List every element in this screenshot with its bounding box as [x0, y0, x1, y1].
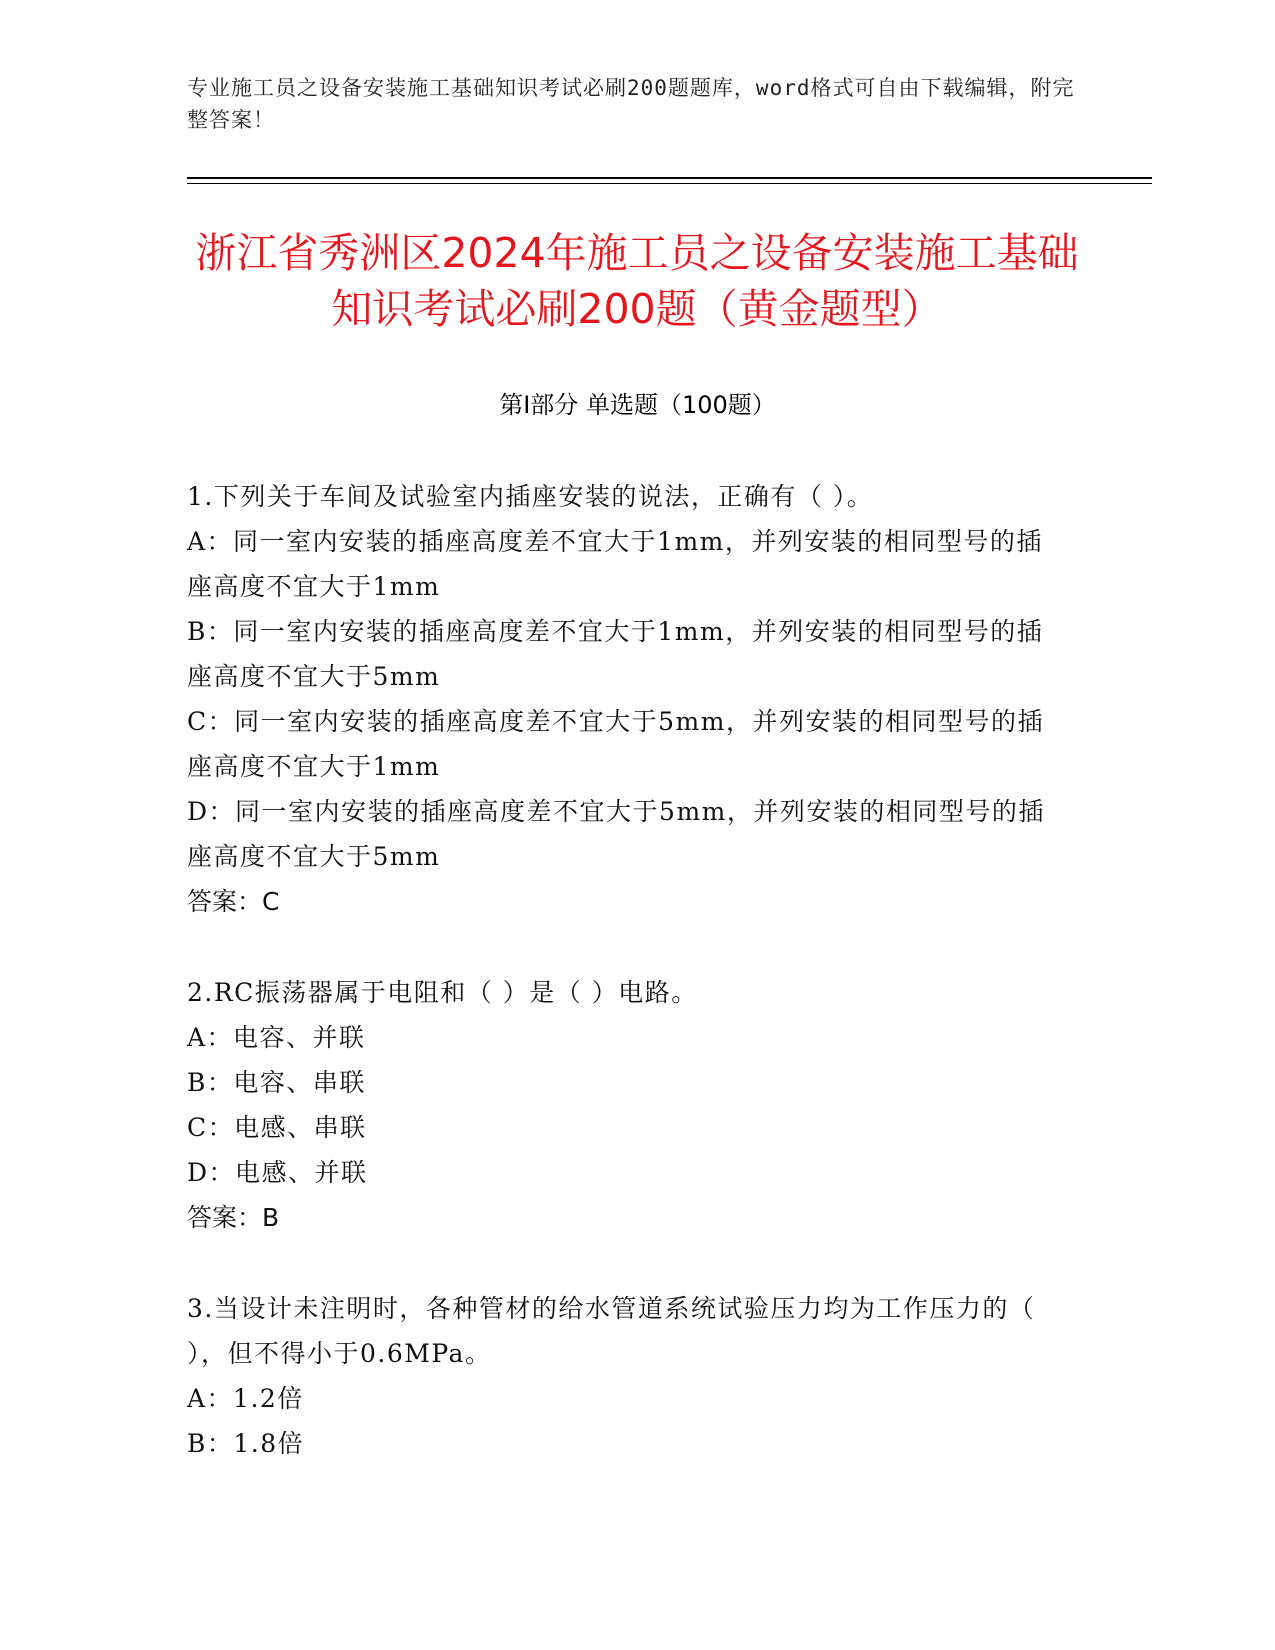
answer: 答案：C	[187, 887, 280, 916]
document-title: 浙江省秀洲区2024年施工员之设备安装施工基础知识考试必刷200题（黄金题型）	[195, 229, 1079, 333]
section-title: 第Ⅰ部分 单选题（100题）	[499, 391, 776, 419]
question-stem: 3.当设计未注明时，各种管材的给水管道系统试验压力均为工作压力的（ ），但不得小于0.6MPa。	[187, 1294, 1036, 1368]
header-rule-thick	[187, 177, 1152, 179]
question-stem: 1.下列关于车间及试验室内插座安装的说法，正确有（ ）。	[187, 482, 874, 511]
option-d: D：电感、并联	[187, 1158, 368, 1187]
option-d: D：同一室内安装的插座高度差不宜大于5mm，并列安装的相同型号的插座高度不宜大于5mm	[187, 797, 1045, 871]
option-a: A：1.2倍	[187, 1384, 304, 1413]
answer: 答案：B	[187, 1203, 280, 1232]
question-1	[187, 474, 1067, 924]
option-a: A：电容、并联	[187, 1023, 366, 1052]
question-list	[187, 474, 1067, 1512]
header-rule-thin	[187, 183, 1152, 184]
question-3	[187, 1286, 1067, 1466]
option-c: C：同一室内安装的插座高度差不宜大于5mm，并列安装的相同型号的插座高度不宜大于1mm	[187, 707, 1044, 781]
header-note: 专业施工员之设备安装施工基础知识考试必刷200题题库，word格式可自由下载编辑，附完整答案！	[187, 76, 1075, 132]
option-a: A：同一室内安装的插座高度差不宜大于1mm，并列安装的相同型号的插座高度不宜大于1mm	[187, 527, 1043, 601]
option-b: B：1.8倍	[187, 1429, 305, 1458]
question-stem: 2.RC振荡器属于电阻和（ ）是（ ）电路。	[187, 978, 698, 1007]
question-2	[187, 970, 1067, 1240]
option-b: B：同一室内安装的插座高度差不宜大于1mm，并列安装的相同型号的插座高度不宜大于5mm	[187, 617, 1044, 691]
option-c: C：电感、串联	[187, 1113, 367, 1142]
option-b: B：电容、串联	[187, 1068, 366, 1097]
